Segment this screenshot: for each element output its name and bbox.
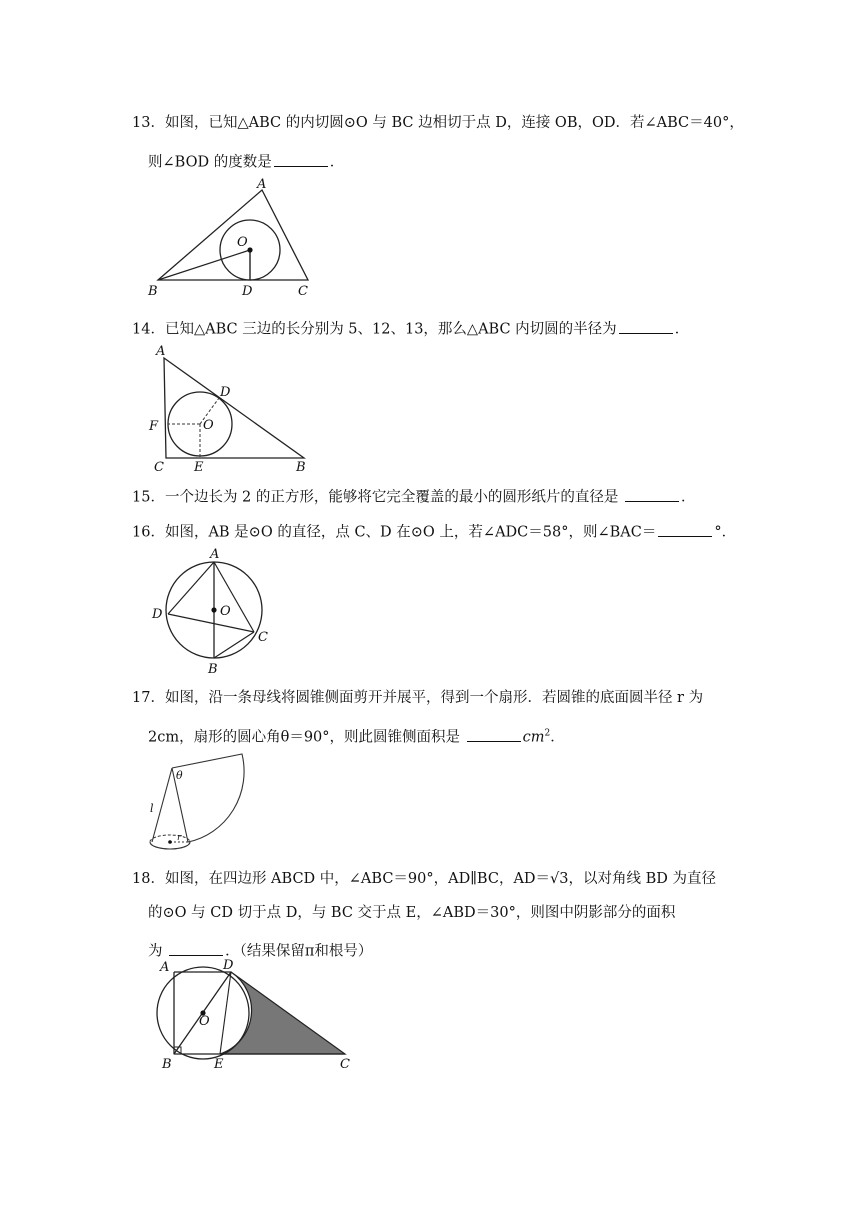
q17-text-line2 [148, 726, 565, 745]
q13-label-d: D [242, 284, 253, 299]
q18-note: ．（结果保留π和根号） [225, 943, 373, 960]
q18-label-b: B [162, 1057, 172, 1072]
q16-text-line1 [132, 521, 736, 540]
q13-text-line1: 13．如图，已知△ABC 的内切圆⊙O 与 BC 边相切于点 D，连接 OB，OD．若∠ABC＝40°， [132, 115, 744, 131]
q18-quadrilateral-circle-figure [148, 958, 360, 1074]
q14-prompt: 14．已知△ABC 三边的长分别为 5、12、13，那么△ABC 内切圆的半径为 [132, 321, 617, 338]
q16-punct: °． [714, 524, 737, 541]
q18-label-o: O [199, 1014, 210, 1029]
q14-answer-blank [619, 318, 673, 334]
q18-label-e: E [214, 1057, 224, 1072]
q18-label-c: C [340, 1057, 350, 1072]
q17-cone-sector-figure [144, 746, 254, 858]
q17-label-r: r [177, 833, 182, 843]
q14-text-line1 [132, 318, 689, 337]
q15-answer-blank [625, 486, 679, 502]
q17-unit: cm [522, 729, 545, 746]
q13-label-a: A [257, 177, 267, 192]
q13-answer-blank [274, 151, 328, 167]
q14-label-d: D [220, 385, 231, 400]
q14-label-a: A [156, 344, 166, 359]
q17-prompt: 2cm，扇形的圆心角θ＝90°，则此圆锥侧面积是 [148, 729, 461, 746]
q17-unit-exponent: 2 [544, 728, 551, 739]
q18-label-d: D [223, 958, 234, 973]
q13-label-o: O [237, 235, 248, 250]
q15-text-line1 [132, 486, 696, 505]
q16-label-b: B [208, 662, 218, 676]
q13-text-line2 [148, 151, 344, 170]
q16-label-c: C [258, 630, 268, 645]
q16-label-d: D [152, 607, 163, 622]
q16-answer-blank [658, 521, 712, 537]
q13-label-c: C [298, 284, 308, 299]
q14-punct: ． [674, 321, 690, 338]
q16-prompt: 16．如图，AB 是⊙O 的直径，点 C、D 在⊙O 上，若∠ADC＝58°，则∠BAC＝ [132, 524, 657, 541]
q16-label-a: A [210, 547, 220, 562]
q17-text-line1: 17．如图，沿一条母线将圆锥侧面剪开并展平，得到一个扇形．若圆锥的底面圆半径 r 为 [132, 690, 704, 706]
q15-prompt: 15．一个边长为 2 的正方形，能够将它完全覆盖的最小的圆形纸片的直径是 [132, 489, 619, 506]
q14-label-e: E [194, 460, 204, 475]
q15-punct: ． [681, 489, 696, 506]
q14-right-triangle-incircle-figure [146, 340, 316, 476]
q14-label-b: B [296, 460, 306, 475]
q14-label-f: F [149, 419, 159, 434]
q13-triangle-incircle-figure [140, 172, 320, 300]
q13-punct: ． [329, 154, 345, 171]
q18-label-a: A [160, 960, 170, 975]
q18-prompt: 为 [148, 943, 163, 960]
q13-prompt: 则∠BOD 的度数是 [148, 154, 272, 171]
q17-punct: ． [550, 729, 565, 746]
q13-label-b: B [148, 284, 158, 299]
q18-answer-blank [169, 940, 223, 956]
q14-label-o: O [203, 418, 214, 433]
q18-text-line3 [148, 940, 372, 959]
q17-label-l: l [150, 802, 154, 815]
q17-answer-blank [467, 726, 521, 742]
q17-label-theta: θ [176, 769, 183, 782]
q16-label-o: O [220, 604, 231, 619]
q18-text-line1: 18．如图，在四边形 ABCD 中，∠ABC＝90°，AD∥BC，AD＝√3，以对角线 BD 为直径 [132, 871, 716, 887]
q16-circle-diameter-figure [148, 544, 278, 676]
q18-text-line2: 的⊙O 与 CD 切于点 D，与 BC 交于点 E，∠ABD＝30°，则图中阴影部分的面积 [148, 905, 676, 921]
q14-label-c: C [154, 460, 164, 475]
